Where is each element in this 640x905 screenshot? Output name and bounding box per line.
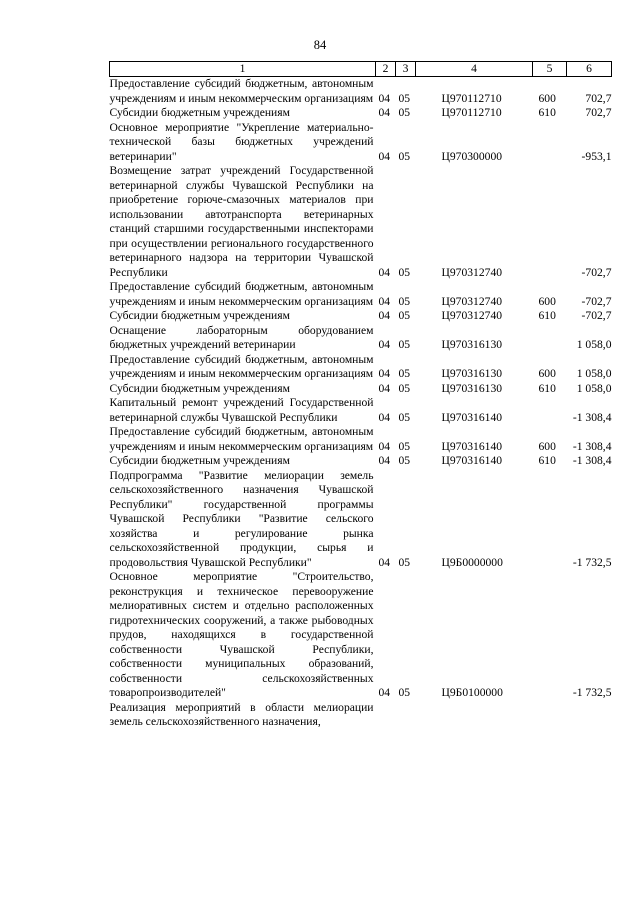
table-row — [110, 469, 612, 571]
row-target-code: Ц970316130 — [441, 367, 503, 380]
row-expense-code — [533, 324, 567, 353]
page-number: 84 — [313, 38, 327, 52]
row-subsection: 05 — [398, 265, 411, 279]
row-section: 04 — [378, 294, 391, 308]
row-section: 04 — [378, 149, 391, 163]
table-row — [110, 121, 612, 165]
row-expense-code: 610 — [538, 106, 556, 119]
row-amount — [567, 701, 612, 730]
column-header-subsection: 3 — [396, 62, 416, 77]
table-row — [110, 570, 612, 701]
row-section — [376, 701, 396, 730]
row-name: Субсидии бюджетным учреждениям — [109, 381, 290, 395]
column-header-target: 4 — [416, 62, 533, 77]
row-subsection: 05 — [398, 91, 411, 105]
row-name: Предоставление субсидий бюджетным, автономным учреждениям и иным некоммерческим организациям — [109, 425, 374, 453]
row-expense-code: 610 — [538, 381, 556, 395]
row-name: Субсидии бюджетным учреждениям — [109, 106, 290, 119]
row-expense-code — [533, 121, 567, 165]
column-header-name: 1 — [110, 62, 376, 77]
table-row — [110, 425, 612, 454]
row-target-code: Ц970312740 — [441, 309, 503, 322]
row-expense-code: 600 — [538, 439, 556, 453]
row-target-code: Ц970112710 — [441, 91, 502, 105]
table-row — [110, 164, 612, 280]
row-target-code: Ц970112710 — [441, 106, 502, 119]
table-row — [110, 309, 612, 324]
row-target-code: Ц970316130 — [441, 381, 503, 395]
row-expense-code — [533, 469, 567, 571]
table-body — [110, 77, 612, 730]
row-target-code: Ц970316140 — [441, 454, 503, 467]
row-amount: -702,7 — [581, 294, 612, 308]
row-name: Предоставление субсидий бюджетным, автономным учреждениям и иным некоммерческим организациям — [109, 77, 374, 105]
table-row — [110, 382, 612, 397]
row-amount: -1 732,5 — [572, 555, 612, 569]
row-section: 04 — [378, 686, 391, 699]
row-name: Основное мероприятие "Строительство, реконструкция и техническое перевооружение мелиоративных систем и отдельно расположенных гидротехнических сооружений, а также рыбоводных прудов, находящихся в государственной собственности Чувашской Республики, собственности муниципальных образований, собственности сельскохозяйственных товаропроизводителей" — [109, 570, 374, 699]
table-row — [110, 77, 612, 107]
row-target-code: Ц970316140 — [441, 439, 503, 453]
row-amount: 702,7 — [585, 106, 612, 119]
row-expense-code: 600 — [538, 91, 556, 105]
row-name: Капитальный ремонт учреждений Государственной ветеринарной службы Чувашской Республики — [109, 396, 374, 424]
row-expense-code — [533, 164, 567, 280]
row-amount: -1 732,5 — [572, 686, 612, 699]
row-subsection: 05 — [398, 149, 411, 163]
row-section: 04 — [378, 338, 391, 351]
row-section: 04 — [378, 106, 391, 119]
table-header-row — [110, 62, 612, 77]
row-section: 04 — [378, 454, 391, 467]
row-name: Субсидии бюджетным учреждениям — [109, 454, 290, 467]
row-expense-code — [533, 396, 567, 425]
row-name: Возмещение затрат учреждений Государственной ветеринарной службы Чувашской Республики на приобретение горюче-смазочных материалов при использовании автотранспорта ветеринарных станций старшими государственными инспекторами при осуществлении регионального государственного ветеринарного надзора на территории Чувашской Республики — [109, 164, 374, 279]
column-header-section: 2 — [376, 62, 396, 77]
row-amount: -1 308,4 — [572, 410, 612, 424]
row-target-code: Ц9Б0100000 — [441, 686, 503, 699]
row-name: Основное мероприятие "Укрепление материально-технической базы бюджетных учреждений ветеринарии" — [109, 120, 374, 163]
row-subsection: 05 — [398, 381, 411, 395]
row-section: 04 — [378, 410, 391, 424]
table-row — [110, 324, 612, 353]
table-row — [110, 106, 612, 121]
row-subsection — [396, 701, 416, 730]
row-expense-code: 610 — [538, 454, 556, 467]
row-section: 04 — [378, 367, 391, 380]
row-target-code: Ц970316140 — [441, 410, 503, 424]
row-amount: 1 058,0 — [576, 381, 612, 395]
table-row — [110, 701, 612, 730]
row-amount: -702,7 — [581, 309, 612, 322]
row-target-code: Ц970312740 — [441, 265, 503, 279]
row-amount: 1 058,0 — [576, 338, 612, 351]
column-header-amount: 6 — [567, 62, 612, 77]
row-section: 04 — [378, 309, 391, 322]
row-name: Подпрограмма "Развитие мелиорации земель сельскохозяйственного назначения Чувашской Республики" государственной программы Чувашской Республики "Развитие сельского хозяйства и регулирование рынка сельскохозяйственной продукции, сырья и продовольствия Чувашской Республики" — [109, 468, 374, 569]
row-section: 04 — [378, 381, 391, 395]
row-subsection: 05 — [398, 367, 411, 380]
row-expense-code: 600 — [538, 367, 556, 380]
row-section: 04 — [378, 265, 391, 279]
row-subsection: 05 — [398, 454, 411, 467]
row-subsection: 05 — [398, 309, 411, 322]
table-row — [110, 280, 612, 309]
row-name: Предоставление субсидий бюджетным, автономным учреждениям и иным некоммерческим организациям — [109, 280, 374, 308]
row-target-code: Ц970316130 — [441, 338, 503, 351]
row-name: Субсидии бюджетным учреждениям — [109, 309, 290, 322]
column-header-expense: 5 — [533, 62, 567, 77]
row-amount: -702,7 — [581, 265, 612, 279]
row-name: Реализация мероприятий в области мелиорации земель сельскохозяйственного назначения, — [109, 700, 374, 728]
table-row — [110, 454, 612, 469]
row-subsection: 05 — [398, 555, 411, 569]
row-expense-code: 600 — [538, 294, 556, 308]
row-subsection: 05 — [398, 294, 411, 308]
budget-table — [109, 61, 612, 730]
row-target-code — [416, 701, 533, 730]
table-row — [110, 396, 612, 425]
row-section: 04 — [378, 91, 391, 105]
row-expense-code — [533, 570, 567, 701]
row-amount: -1 308,4 — [572, 454, 612, 467]
row-subsection: 05 — [398, 338, 411, 351]
row-name: Оснащение лабораторным оборудованием бюджетных учреждений ветеринарии — [109, 323, 374, 351]
row-amount: -953,1 — [581, 149, 612, 163]
row-subsection: 05 — [398, 106, 411, 119]
row-target-code: Ц970300000 — [441, 149, 503, 163]
row-subsection: 05 — [398, 439, 411, 453]
row-section: 04 — [378, 439, 391, 453]
row-target-code: Ц970312740 — [441, 294, 503, 308]
table-row — [110, 353, 612, 382]
row-expense-code: 610 — [538, 309, 556, 322]
row-amount: -1 308,4 — [572, 439, 612, 453]
row-section: 04 — [378, 555, 391, 569]
row-name: Предоставление субсидий бюджетным, автономным учреждениям и иным некоммерческим организациям — [109, 352, 374, 380]
row-subsection: 05 — [398, 410, 411, 424]
row-expense-code — [533, 701, 567, 730]
row-amount: 702,7 — [585, 91, 612, 105]
row-subsection: 05 — [398, 686, 411, 699]
row-amount: 1 058,0 — [576, 367, 612, 380]
row-target-code: Ц9Б0000000 — [441, 555, 503, 569]
